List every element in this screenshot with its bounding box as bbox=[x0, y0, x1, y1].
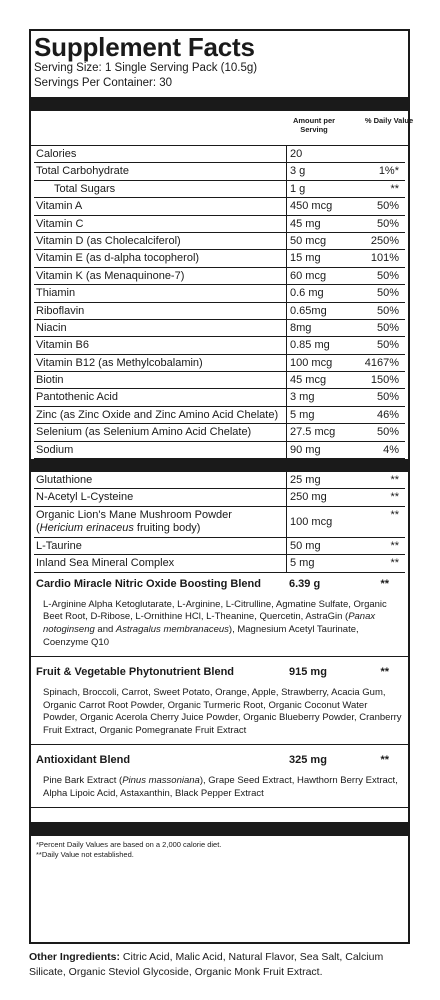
ingredient-name bbox=[36, 555, 174, 571]
footnote-not-established: **Daily Value not established. bbox=[36, 849, 134, 859]
footnote-dv: *Percent Daily Values are based on a 2,000 calorie diet. bbox=[36, 839, 222, 849]
supplement-facts-panel bbox=[29, 29, 414, 944]
ingredient-name bbox=[36, 509, 232, 535]
blend-ingredient-text: and bbox=[94, 624, 116, 636]
ingredient-name bbox=[36, 489, 133, 505]
dv-header: % Daily Value bbox=[364, 116, 414, 125]
nutrient-amount: 50 mcg bbox=[286, 233, 385, 249]
blend-ingredients bbox=[31, 771, 408, 808]
nutrient-name: Biotin bbox=[36, 374, 64, 387]
ingredient-dv: ** bbox=[390, 474, 399, 487]
nutrient-amount: 90 mg bbox=[286, 442, 385, 458]
nutrient-row bbox=[34, 407, 405, 424]
nutrient-name: Sodium bbox=[36, 443, 74, 456]
paren: ( bbox=[36, 521, 40, 534]
ingredient-name-text: Inland Sea Mineral Complex bbox=[36, 557, 175, 570]
nutrient-amount: 0.65mg bbox=[286, 303, 385, 319]
bottom-divider bbox=[31, 822, 408, 836]
ingredient-amount: 100 mcg bbox=[286, 507, 385, 537]
blend-header bbox=[34, 661, 405, 683]
ingredient-name bbox=[36, 538, 82, 554]
nutrient-name: Total Sugars bbox=[54, 182, 116, 195]
nutrient-row bbox=[34, 268, 405, 285]
nutrient-amount: 3 mg bbox=[286, 389, 385, 405]
nutrient-name: Calories bbox=[36, 148, 77, 160]
ingredient-row bbox=[34, 538, 405, 555]
nutrient-row bbox=[34, 303, 405, 320]
ingredient-row bbox=[34, 472, 405, 489]
nutrient-name: Vitamin C bbox=[36, 217, 84, 230]
ingredient-dv: ** bbox=[390, 557, 399, 570]
nutrient-dv: ** bbox=[390, 182, 399, 195]
nutrient-dv: 250% bbox=[370, 234, 399, 247]
nutrient-name: Vitamin A bbox=[36, 200, 83, 213]
blend-ingredient-text: L-Arginine Alpha Ketoglutarate, L-Arginine, L-Citrulline, Agmatine Sulfate, Organic Beet Root, D-Ribose, L-Ornithine HCl, L-Theanine, Quercetin, AstraGin ( bbox=[43, 598, 387, 623]
nutrient-amount: 3 g bbox=[286, 163, 385, 179]
nutrient-dv: 1%* bbox=[378, 165, 399, 178]
nutrient-amount: 450 mcg bbox=[286, 198, 385, 214]
ingredient-dv: ** bbox=[390, 539, 399, 552]
ingredient-name-text: Glutathione bbox=[36, 474, 93, 487]
nutrient-name: Niacin bbox=[36, 321, 67, 334]
blend-header bbox=[34, 749, 405, 771]
nutrient-amount: 0.85 mg bbox=[286, 337, 385, 353]
serving-size: Serving Size: 1 Single Serving Pack (10.5g) bbox=[34, 62, 258, 74]
nutrient-name: Vitamin K (as Menaquinone-7) bbox=[36, 269, 185, 282]
nutrient-dv: 50% bbox=[376, 287, 399, 300]
other-ingredients-label: Other Ingredients: bbox=[29, 951, 121, 963]
blend-ingredient-text: ), Grape Seed Extract, Hawthorn Berry Extract, Alpha Lipoic Acid, Astaxanthin, Black Pepper Extract bbox=[43, 774, 398, 799]
nutrient-row bbox=[34, 424, 405, 441]
nutrient-row bbox=[34, 250, 405, 267]
blend-name: Antioxidant Blend bbox=[36, 753, 131, 766]
nutrient-amount: 100 mcg bbox=[286, 355, 385, 371]
blend-name: Fruit & Vegetable Phytonutrient Blend bbox=[36, 665, 235, 678]
nutrient-dv: 4167% bbox=[364, 356, 399, 369]
nutrient-amount: 8mg bbox=[286, 320, 385, 336]
nutrient-row bbox=[34, 163, 405, 180]
nutrient-dv: 4% bbox=[383, 443, 399, 456]
blend-dv: ** bbox=[380, 753, 389, 766]
ingredient-name-text: Organic Lion's Mane Mushroom Powder bbox=[36, 508, 232, 521]
ingredient-latin-name: Hericium erinaceus bbox=[39, 521, 134, 534]
ingredient-row bbox=[34, 489, 405, 506]
panel-title: Supplement Facts bbox=[34, 32, 255, 62]
nutrient-dv: 50% bbox=[376, 269, 399, 282]
nutrient-name: Vitamin E (as d-alpha tocopherol) bbox=[36, 252, 200, 265]
blend-ingredient-text: Panax notoginseng bbox=[43, 611, 376, 636]
ingredient-row bbox=[34, 555, 405, 572]
blend-ingredient-text: Pinus massoniana bbox=[122, 774, 200, 786]
nutrient-amount: 15 mg bbox=[286, 250, 385, 266]
ingredient-name-text: L-Taurine bbox=[36, 539, 82, 552]
nutrient-amount: 0.6 mg bbox=[286, 285, 385, 301]
nutrient-dv: 46% bbox=[376, 408, 399, 421]
ingredient-dv: ** bbox=[390, 508, 399, 521]
blend-amount: 6.39 g bbox=[289, 577, 321, 590]
blend-ingredient-text: Pine Bark Extract ( bbox=[43, 774, 123, 786]
blend-dv: ** bbox=[380, 665, 389, 678]
nutrient-amount: 45 mcg bbox=[286, 372, 385, 388]
nutrient-row bbox=[34, 355, 405, 372]
nutrient-name: Riboflavin bbox=[36, 304, 85, 317]
blend-ingredient-text: Astragalus membranaceus bbox=[115, 624, 229, 636]
nutrient-row bbox=[34, 372, 405, 389]
blend-dv: ** bbox=[380, 577, 389, 590]
other-ingredients-text: Citric Acid, Malic Acid, Natural Flavor, Sea Salt, Calcium Silicate, Organic Steviol Glycoside, Organic Monk Fruit Extract. bbox=[29, 951, 384, 978]
nutrient-dv: 50% bbox=[376, 339, 399, 352]
nutrient-row bbox=[34, 320, 405, 337]
nutrient-name: Thiamin bbox=[36, 287, 76, 300]
blend-ingredient-text: Spinach, Broccoli, Carrot, Sweet Potato, Orange, Apple, Strawberry, Acacia Gum, Organic Carrot Root Powder, Organic Turmeric Root, Organic Coconut Water Powder, Organic Acerola Cherry Juice Powder, Organic Blueberry Powder, Cranberry Fruit Extract, Organic Pomegranate Fruit Extract bbox=[43, 686, 402, 737]
blend-amount: 915 mg bbox=[289, 665, 327, 678]
amount-header: Amount per Serving bbox=[292, 116, 336, 134]
nutrient-amount: 5 mg bbox=[286, 407, 385, 423]
other-ingredient-list bbox=[34, 472, 405, 573]
nutrient-dv: 50% bbox=[376, 217, 399, 230]
nutrient-name: Vitamin B12 (as Methylcobalamin) bbox=[36, 356, 203, 369]
blend-header bbox=[34, 573, 405, 595]
nutrient-list bbox=[34, 146, 405, 459]
thick-divider bbox=[31, 97, 408, 111]
ingredient-name-suffix: fruiting body) bbox=[133, 521, 201, 534]
blend-name: Cardio Miracle Nitric Oxide Boosting Blend bbox=[36, 577, 261, 590]
other-ingredients bbox=[29, 950, 419, 980]
column-header bbox=[34, 111, 414, 145]
blend-list bbox=[34, 573, 405, 808]
nutrient-name: Vitamin D (as Cholecalciferol) bbox=[36, 234, 181, 247]
nutrient-dv: 50% bbox=[376, 426, 399, 439]
nutrient-row bbox=[34, 389, 405, 406]
nutrient-row bbox=[34, 337, 405, 354]
servings-per-container: Servings Per Container: 30 bbox=[34, 77, 173, 89]
nutrient-name: Zinc (as Zinc Oxide and Zinc Amino Acid Chelate) bbox=[36, 408, 279, 421]
nutrient-dv: 101% bbox=[370, 252, 399, 265]
blend-ingredients bbox=[31, 595, 408, 657]
ingredient-amount: 25 mg bbox=[286, 472, 385, 488]
nutrient-dv: 50% bbox=[376, 391, 399, 404]
ingredient-amount: 5 mg bbox=[286, 555, 385, 571]
nutrient-amount: 27.5 mcg bbox=[286, 424, 385, 440]
nutrient-dv: 50% bbox=[376, 200, 399, 213]
nutrient-amount: 45 mg bbox=[286, 216, 385, 232]
nutrient-row bbox=[34, 181, 405, 198]
ingredient-row bbox=[34, 507, 405, 538]
ingredient-amount: 50 mg bbox=[286, 538, 385, 554]
nutrient-name: Total Carbohydrate bbox=[36, 165, 129, 178]
blend-ingredient-text: ), Magnesium Acetyl Taurinate, Coenzyme Q10 bbox=[43, 624, 359, 648]
nutrient-amount: 1 g bbox=[286, 181, 385, 197]
blend-amount: 325 mg bbox=[289, 753, 327, 766]
nutrient-name: Pantothenic Acid bbox=[36, 391, 118, 404]
nutrient-row bbox=[34, 442, 405, 459]
nutrient-row bbox=[34, 216, 405, 233]
nutrient-dv: 50% bbox=[376, 304, 399, 317]
nutrient-dv: 50% bbox=[376, 321, 399, 334]
nutrient-row bbox=[34, 146, 405, 163]
nutrient-dv: 150% bbox=[370, 374, 399, 387]
ingredient-amount: 250 mg bbox=[286, 489, 385, 505]
nutrient-row bbox=[34, 198, 405, 215]
footnotes bbox=[34, 836, 405, 864]
blend-ingredients bbox=[31, 683, 408, 745]
nutrient-amount: 20 bbox=[286, 146, 385, 162]
nutrient-amount: 60 mcg bbox=[286, 268, 385, 284]
ingredient-name bbox=[36, 472, 92, 488]
mid-divider bbox=[31, 459, 408, 472]
nutrient-row bbox=[34, 285, 405, 302]
nutrient-name: Selenium (as Selenium Amino Acid Chelate) bbox=[36, 426, 252, 439]
ingredient-name-text: N-Acetyl L-Cysteine bbox=[36, 491, 134, 504]
ingredient-dv: ** bbox=[390, 491, 399, 504]
nutrient-row bbox=[34, 233, 405, 250]
nutrient-name: Vitamin B6 bbox=[36, 339, 89, 352]
